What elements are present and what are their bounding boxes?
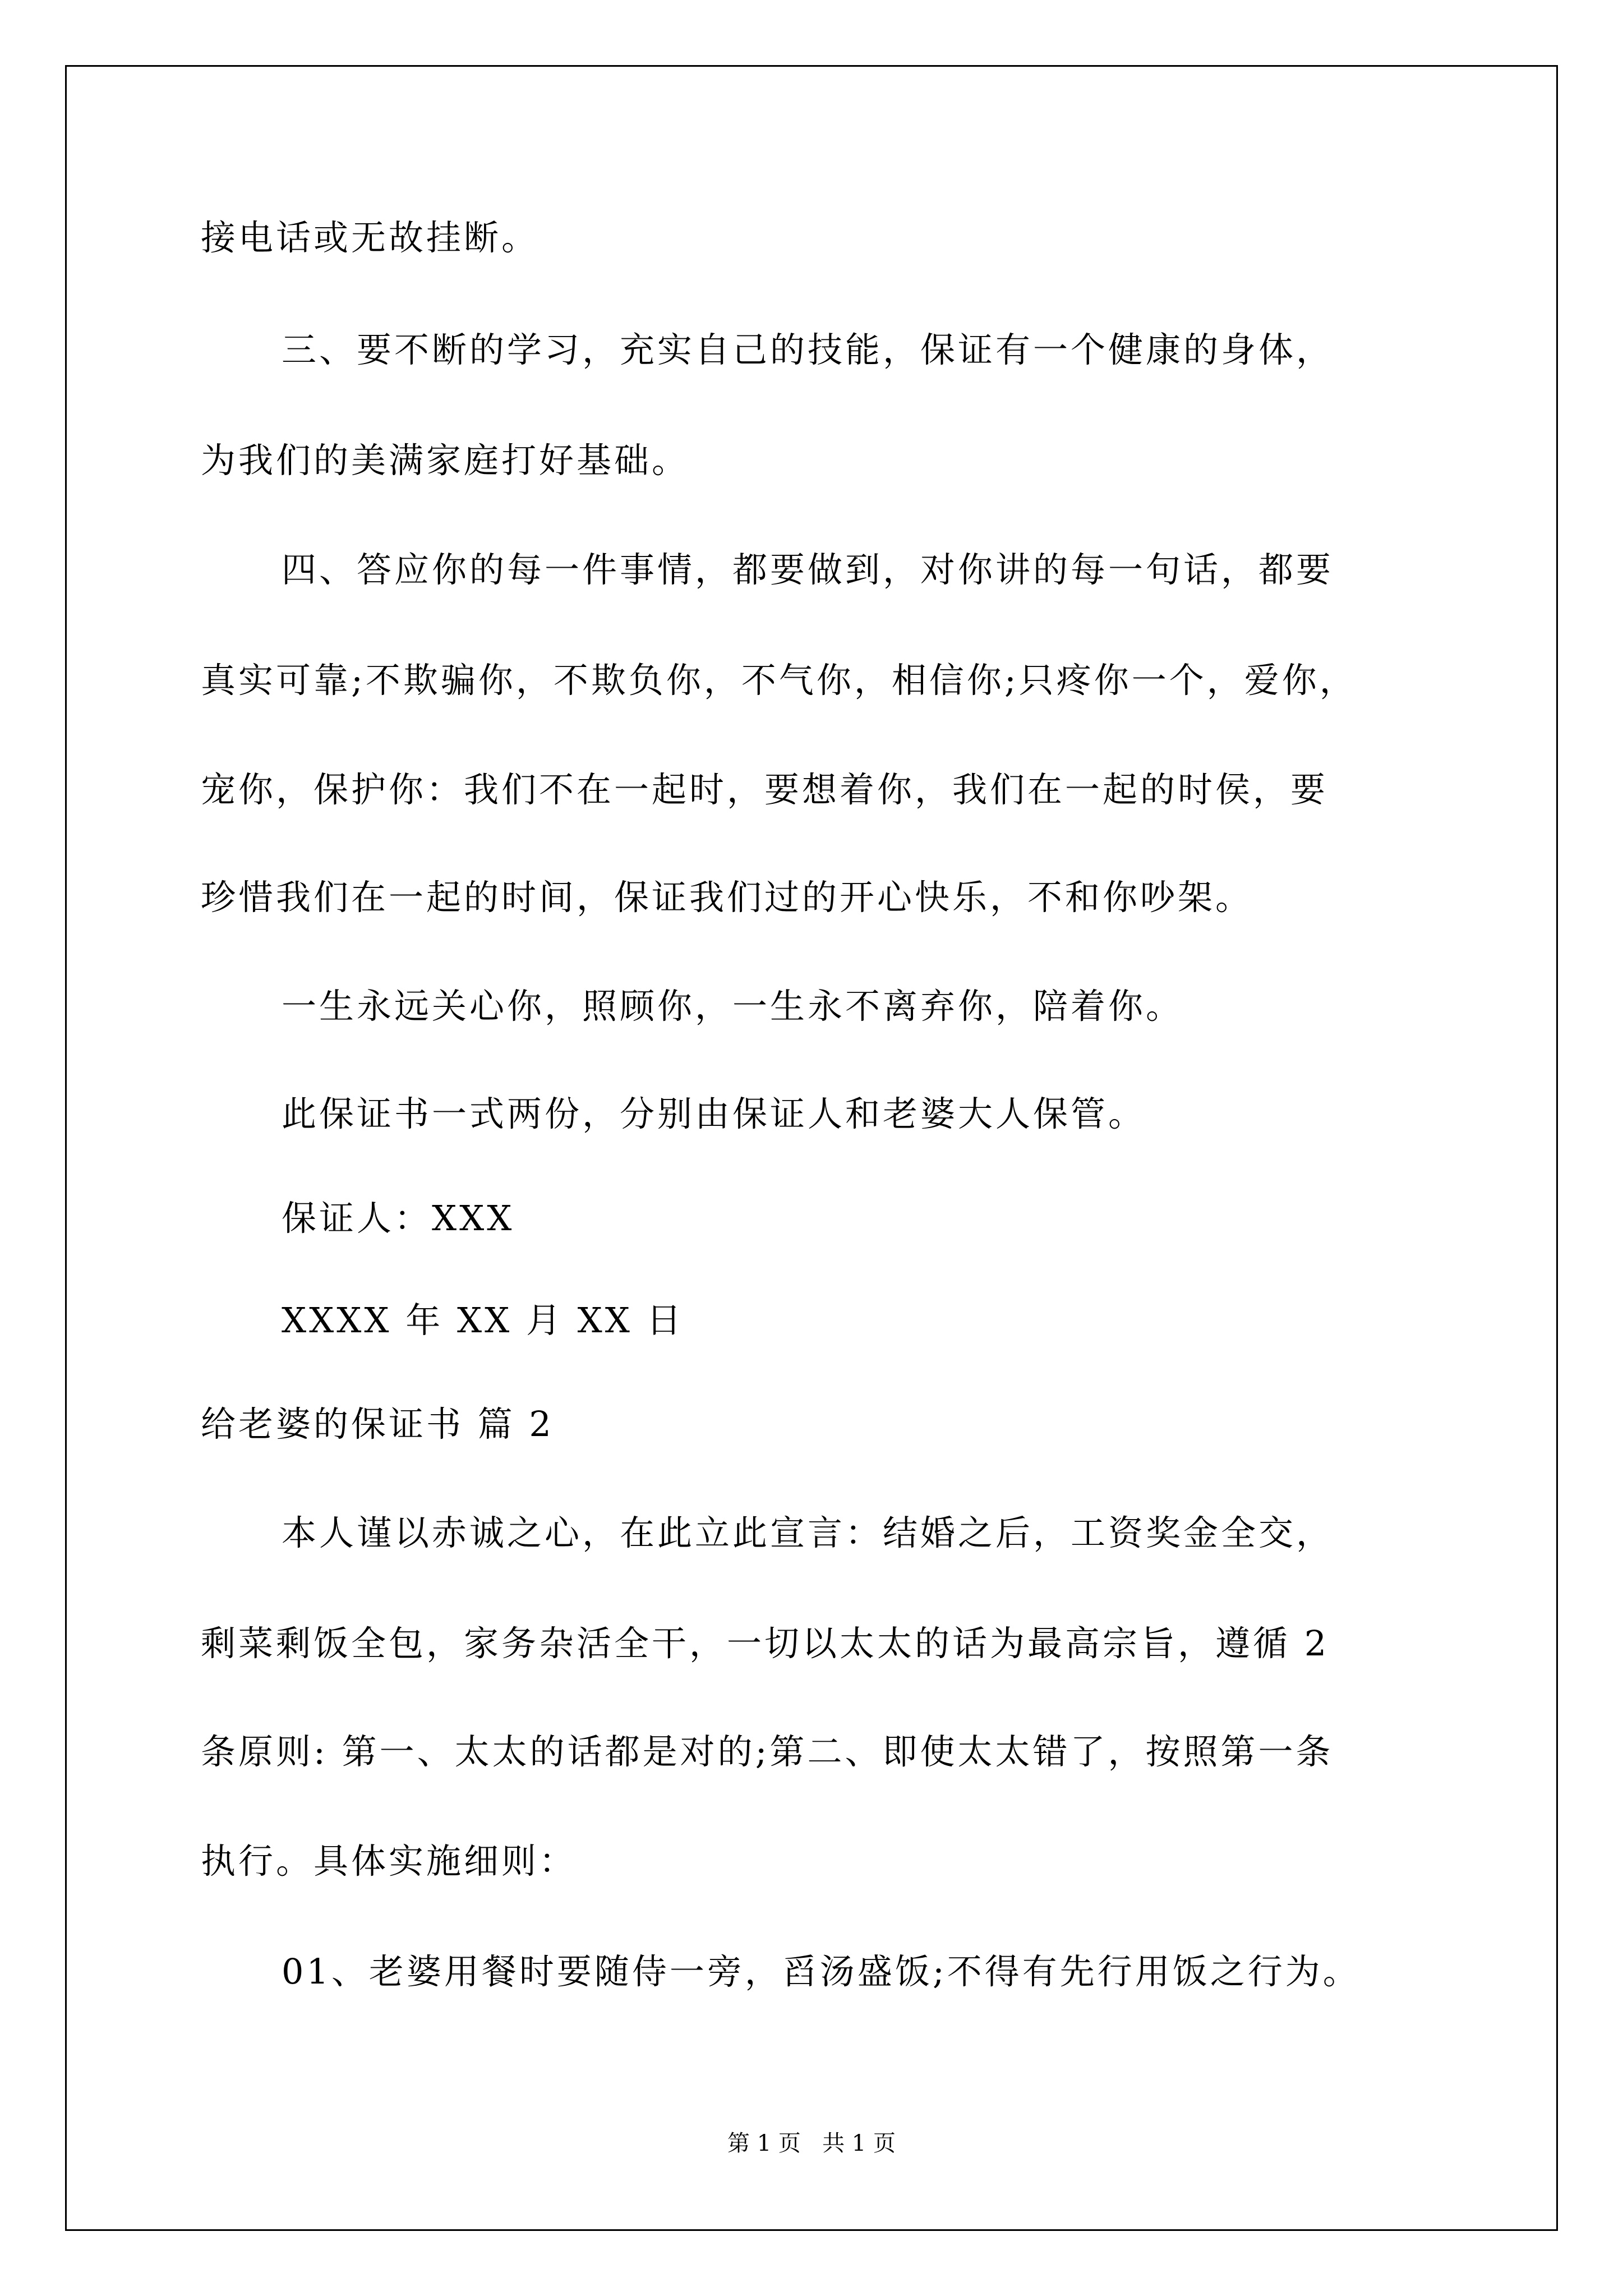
body-line: 剩菜剩饭全包，家务杂活全干，一切以太太的话为最高宗旨，遵循 2 xyxy=(201,1623,1330,1664)
date-line: XXXX 年 XX 月 XX 日 xyxy=(282,1300,684,1341)
body-line: 宠你，保护你：我们不在一起时，要想着你，我们在一起的时侯，要 xyxy=(201,769,1329,810)
body-line: 条原则: 第一、太太的话都是对的;第二、即使太太错了，按照第一条 xyxy=(201,1731,1334,1772)
body-line: 本人谨以赤诚之心，在此立此宣言：结婚之后，工资奖金全交， xyxy=(282,1512,1334,1553)
body-line: 接电话或无故挂断。 xyxy=(201,217,540,258)
body-line: 四、答应你的每一件事情，都要做到，对你讲的每一句话，都要 xyxy=(282,549,1334,590)
signature-line: 保证人：XXX xyxy=(282,1198,515,1239)
page-footer: 第 1 页 共 1 页 xyxy=(727,2131,896,2156)
page-frame xyxy=(65,65,1558,2231)
section-heading: 给老婆的保证书 篇 2 xyxy=(201,1404,554,1444)
body-line: 为我们的美满家庭打好基础。 xyxy=(201,440,690,481)
body-line: 真实可靠;不欺骗你，不欺负你，不气你，相信你;只疼你一个，爱你， xyxy=(201,660,1357,701)
body-line: 执行。具体实施细则： xyxy=(201,1841,577,1881)
body-line: 三、要不断的学习，充实自己的技能，保证有一个健康的身体， xyxy=(282,329,1334,370)
body-line: 01、老婆用餐时要随侍一旁，舀汤盛饭;不得有先行用饭之行为。 xyxy=(282,1951,1361,1992)
body-line: 一生永远关心你，照顾你，一生永不离弃你，陪着你。 xyxy=(282,986,1184,1027)
body-line: 此保证书一式两份，分别由保证人和老婆大人保管。 xyxy=(282,1093,1146,1134)
body-line: 珍惜我们在一起的时间，保证我们过的开心快乐，不和你吵架。 xyxy=(201,877,1253,918)
